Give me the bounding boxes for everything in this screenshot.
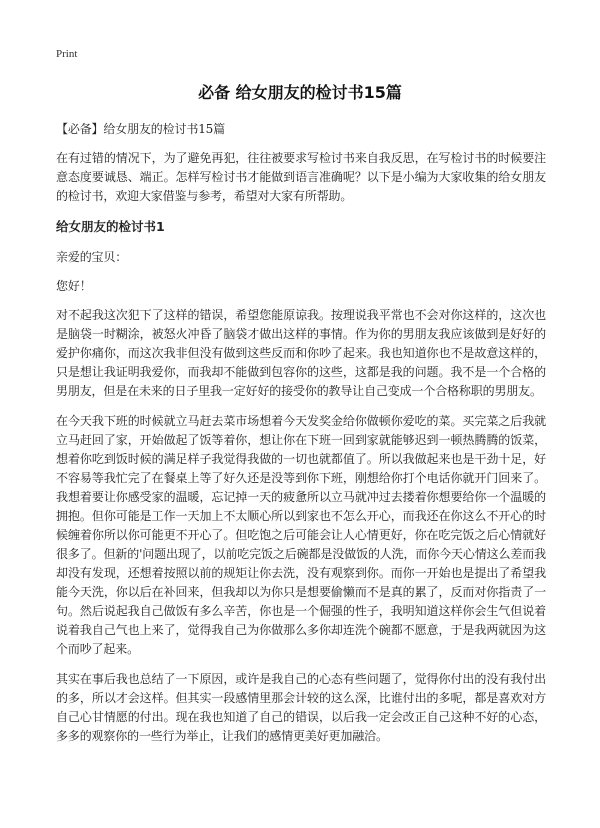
body-paragraph-3: 其实在事后我也总结了一下原因，或许是我自己的心态有些问题了，觉得你付出的没有我付出的多，所以才会这样。但其实一段感情里那会计较的这么深，比谁付出的多呢，都是喜欢对方自己心甘情愿的付出。现在我也知道了自己的错误，以后我一定会改正自己这种不好的心态，多多的观察你的一些行为举止，让我们的感情更美好更加融洽。 xyxy=(56,672,546,743)
greeting-line: 亲爱的宝贝： xyxy=(56,250,128,264)
page-title: 必备 给女朋友的检讨书15篇 xyxy=(198,83,402,102)
body-paragraph-1: 对不起我这次犯下了这样的错误，希望您能原谅我。按理说我平常也不会对你这样的，这次也是脑袋一时糊涂，被怒火冲昏了脑袋才做出这样的事情。作为你的男朋友我应该做到是好好的爱护你痛你，而这次我非但没有做到这些反而和你吵了起来。我也知道你也不是故意这样的，只是想让我证明我爱你，而我却不能做到包容你的这些，这都是我的问题。我不是一个合格的男朋友，但是在未来的日子里我一定好好的接受你的教导让自己变成一个合格称职的男朋友。 xyxy=(56,308,546,398)
body-paragraph-2: 在今天我下班的时候就立马赶去菜市场想着今天发奖金给你做顿你爱吃的菜。买完菜之后我就立马赶回了家，开始做起了饭等着你，想让你在下班一回到家就能够迟到一顿热腾腾的饭菜，想着你吃到饭时候的满足样子我觉得我做的一切也就都值了。所以我做起来也是干劲十足，好不容易等我忙完了在餐桌上等了好久还是没等到你下班，刚想给你打个电话你就开门回来了。我想着要让你感受家的温暖，忘记掉一天的疲惫所以立马就冲过去搂着你想要给你一个温暖的拥抱。但你可能是工作一天加上不太顺心所以到家也不怎么开心，而我还在你这么不开心的时候缠着你所以你可能更不开心了。但吃饱之后可能会让人心情更好，你在吃完饭之后心情就好很多了。但新的'问题出现了，以前吃完饭之后碗都是没做饭的人洗，而你今天心情这么差而我却没有发现，还想着按照以前的规矩让你去洗，没有观察到你。而你一开始也是提出了希望我能今天洗，你以后在补回来，但我却以为你只是想要偷懒而不是真的累了，反而对你指责了一句。然后说起我自己做饭有多么辛苦，你也是一个倔强的性子，我明知道这样你会生气但说着说着我自己气也上来了，觉得我自己为你做那么多你却连洗个碗都不愿意，于是我两就因为这个而吵了起来。 xyxy=(56,414,546,656)
section-heading: 给女朋友的检讨书1 xyxy=(56,219,165,234)
article-subtitle: 【必备】给女朋友的检讨书15篇 xyxy=(56,122,226,136)
intro-paragraph: 在有过错的情况下，为了避免再犯，往往被要求写检讨书来自我反思，在写检讨书的时候要注意态度要诚恳、端正。怎样写检讨书才能做到语言准确呢？以下是小编为大家收集的给女朋友的检讨书，欢迎大家借鉴与参考，希望对大家有所帮助。 xyxy=(56,151,546,203)
print-link[interactable]: Print xyxy=(56,48,78,60)
hello-line: 您好！ xyxy=(56,279,92,293)
article-body xyxy=(56,120,546,757)
